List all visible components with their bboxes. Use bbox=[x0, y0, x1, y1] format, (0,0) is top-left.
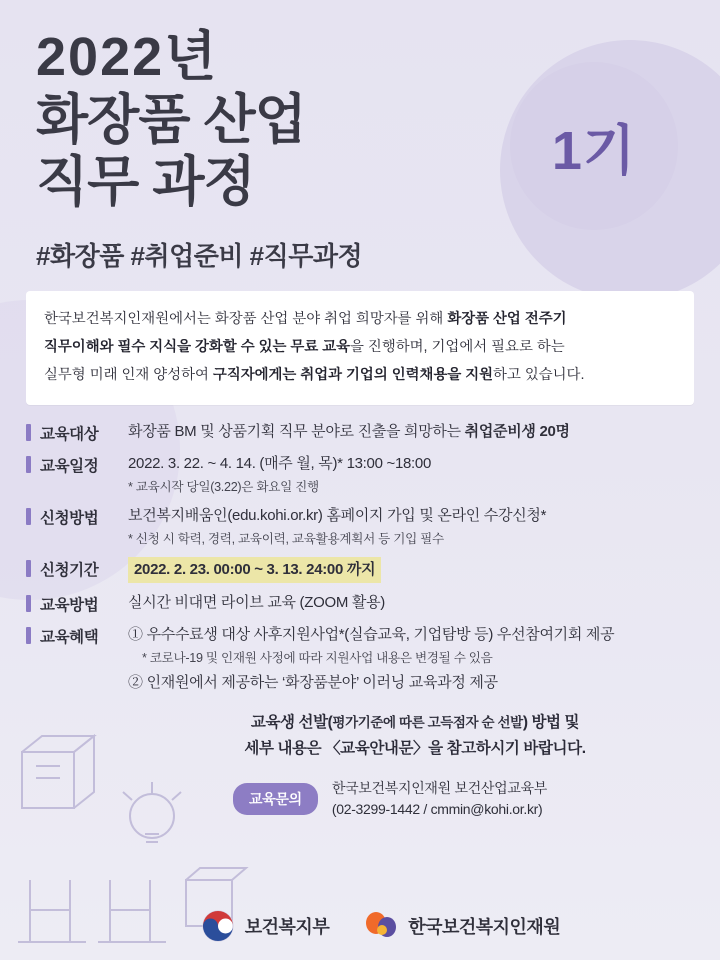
intro-text-3c: 하고 있습니다. bbox=[493, 367, 585, 384]
contact-org: 한국보건복지인재원 보건산업교육부 bbox=[331, 780, 548, 797]
info-value-note: * 코로나-19 및 인재원 사정에 따라 지원사업 내용은 변경될 수 있음 bbox=[142, 650, 493, 665]
info-row-method bbox=[26, 592, 694, 615]
logo-label-kohi: 한국보건복지인재원 bbox=[408, 917, 561, 937]
info-row-benefits bbox=[26, 624, 694, 694]
hashtags: #화장품 #취업준비 #직무과정 bbox=[36, 240, 363, 271]
kohi-logo-icon bbox=[363, 910, 399, 942]
intro-line-1 bbox=[44, 305, 676, 333]
info-value-text: 2022. 3. 22. ~ 4. 14. (매주 월, 목)* 13:00 ~18:00 bbox=[128, 455, 431, 473]
info-label: 신청기간 bbox=[40, 562, 99, 580]
notice-text-2c: 을 참고하시기 바랍니다. bbox=[428, 739, 586, 757]
info-value-text-2: ② 인재원에서 제공하는 ‘화장품분야’ 이러닝 교육과정 제공 bbox=[128, 673, 498, 691]
info-value-note: * 신청 시 학력, 경력, 교육이력, 교육활용계획서 등 기입 필수 bbox=[128, 531, 444, 546]
intro-line-3 bbox=[44, 361, 676, 389]
title-line-1: 2022년 bbox=[36, 27, 219, 87]
info-value bbox=[128, 624, 694, 694]
notice-text-1c: ) 방법 및 bbox=[522, 713, 580, 731]
info-value bbox=[128, 557, 694, 583]
taegeuk-icon bbox=[200, 908, 236, 944]
notice-line-1 bbox=[150, 710, 680, 736]
intro-text-1b: 화장품 산업 전주기 bbox=[447, 310, 567, 327]
footer-logos bbox=[0, 908, 720, 944]
info-value-text: 실시간 비대면 라이브 교육 (ZOOM 활용) bbox=[128, 593, 385, 611]
logo-label-mohw: 보건복지부 bbox=[244, 917, 330, 937]
intro-line-2 bbox=[44, 333, 676, 361]
intro-text-2a: 직무이해와 필수 지식을 강화할 수 있는 무료 교육 bbox=[44, 338, 351, 355]
selection-notice bbox=[150, 710, 680, 763]
info-value-highlight: 2022. 2. 23. 00:00 ~ 3. 13. 24:00 까지 bbox=[128, 557, 381, 583]
title-line-2: 화장품 산업 bbox=[36, 89, 306, 150]
intro-text-1a: 한국보건복지인재원에서는 화장품 산업 분야 취업 희망자를 위해 bbox=[44, 310, 448, 327]
cohort-badge bbox=[510, 62, 678, 230]
cohort-badge-label: 1기 bbox=[551, 120, 637, 181]
notice-text-1b: 평가기준에 따른 고득점자 순 선발 bbox=[332, 714, 523, 730]
info-row-apply-period bbox=[26, 557, 694, 583]
contact-lines bbox=[332, 778, 547, 820]
notice-text-2a: 세부 내용은 bbox=[244, 739, 326, 757]
logo-group-kohi bbox=[363, 910, 560, 942]
info-row-schedule bbox=[26, 453, 694, 496]
intro-box bbox=[26, 291, 694, 405]
contact-detail[interactable]: (02-3299-1442 / cmmin@kohi.or.kr) bbox=[331, 801, 543, 818]
bullet-bar-icon bbox=[26, 560, 31, 577]
notice-text-1a: 교육생 선발( bbox=[250, 713, 333, 731]
title-line-3: 직무 과정 bbox=[36, 152, 255, 213]
logo-group-mohw bbox=[200, 908, 329, 944]
info-value bbox=[128, 505, 694, 548]
notice-text-2b: 〈교육안내문〉 bbox=[325, 739, 429, 757]
contact-pill: 교육문의 bbox=[233, 783, 318, 815]
contact-block bbox=[0, 778, 720, 820]
intro-text-2b: 을 진행하며, 기업에서 필요로 하는 bbox=[350, 338, 565, 355]
info-row-target bbox=[26, 421, 694, 444]
notice-line-2 bbox=[150, 736, 680, 762]
info-value bbox=[128, 453, 694, 496]
info-label: 교육대상 bbox=[40, 426, 99, 444]
info-label: 교육방법 bbox=[40, 596, 99, 614]
bullet-bar-icon bbox=[26, 627, 31, 644]
info-label: 교육혜택 bbox=[40, 628, 99, 646]
info-value-text: 화장품 BM 및 상품기획 직무 분야로 진출을 희망하는 bbox=[128, 423, 465, 441]
bullet-bar-icon bbox=[26, 508, 31, 525]
info-value bbox=[128, 421, 694, 443]
info-value-text: 보건복지배움인(edu.kohi.or.kr) 홈페이지 가입 및 온라인 수강신청* bbox=[128, 507, 547, 525]
info-value-text: ① 우수수료생 대상 사후지원사업*(실습교육, 기업탐방 등) 우선참여기회 제공 bbox=[128, 625, 615, 643]
intro-text-3a: 실무형 미래 인재 양성하여 bbox=[44, 367, 213, 384]
bullet-bar-icon bbox=[26, 456, 31, 473]
info-list bbox=[26, 421, 694, 694]
info-value-note: * 교육시작 당일(3.22)은 화요일 진행 bbox=[128, 479, 319, 494]
info-label: 교육일정 bbox=[40, 458, 99, 476]
intro-text-3b: 구직자에게는 취업과 기업의 인력채용을 지원 bbox=[212, 367, 494, 384]
bullet-bar-icon bbox=[26, 595, 31, 612]
info-row-apply-method bbox=[26, 505, 694, 548]
info-value-strong: 취업준비생 20명 bbox=[464, 423, 570, 441]
bullet-bar-icon bbox=[26, 424, 31, 441]
info-label: 신청방법 bbox=[40, 510, 99, 528]
info-value bbox=[128, 592, 694, 614]
